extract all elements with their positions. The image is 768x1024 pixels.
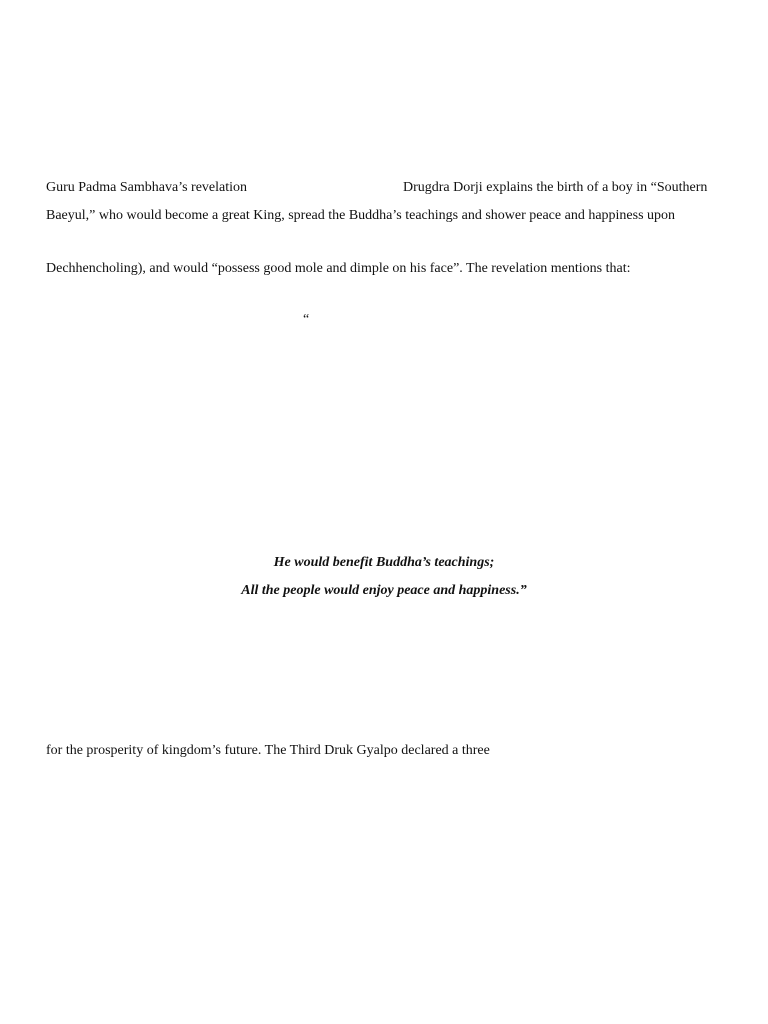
verse-line-2: All the people would enjoy peace and happiness.”	[241, 583, 527, 598]
verse-line-1: He would benefit Buddha’s teachings;	[273, 555, 495, 570]
paragraph-1-segment-a: Guru Padma Sambhava’s revelation	[46, 180, 248, 195]
paragraph-2: Dechhencholing), and would “possess good mole and dimple on his face”. The revelation mentions that:	[46, 261, 631, 276]
opening-quote-mark: “	[303, 312, 310, 327]
paragraph-3: for the prosperity of kingdom’s future. The Third Druk Gyalpo declared a three	[46, 743, 490, 758]
paragraph-1-segment-b: Drugdra Dorji explains the birth of a boy in “Southern	[403, 180, 708, 195]
paragraph-1-line-2: Baeyul,” who would become a great King, spread the Buddha’s teachings and shower peace and happiness upon	[46, 208, 676, 223]
